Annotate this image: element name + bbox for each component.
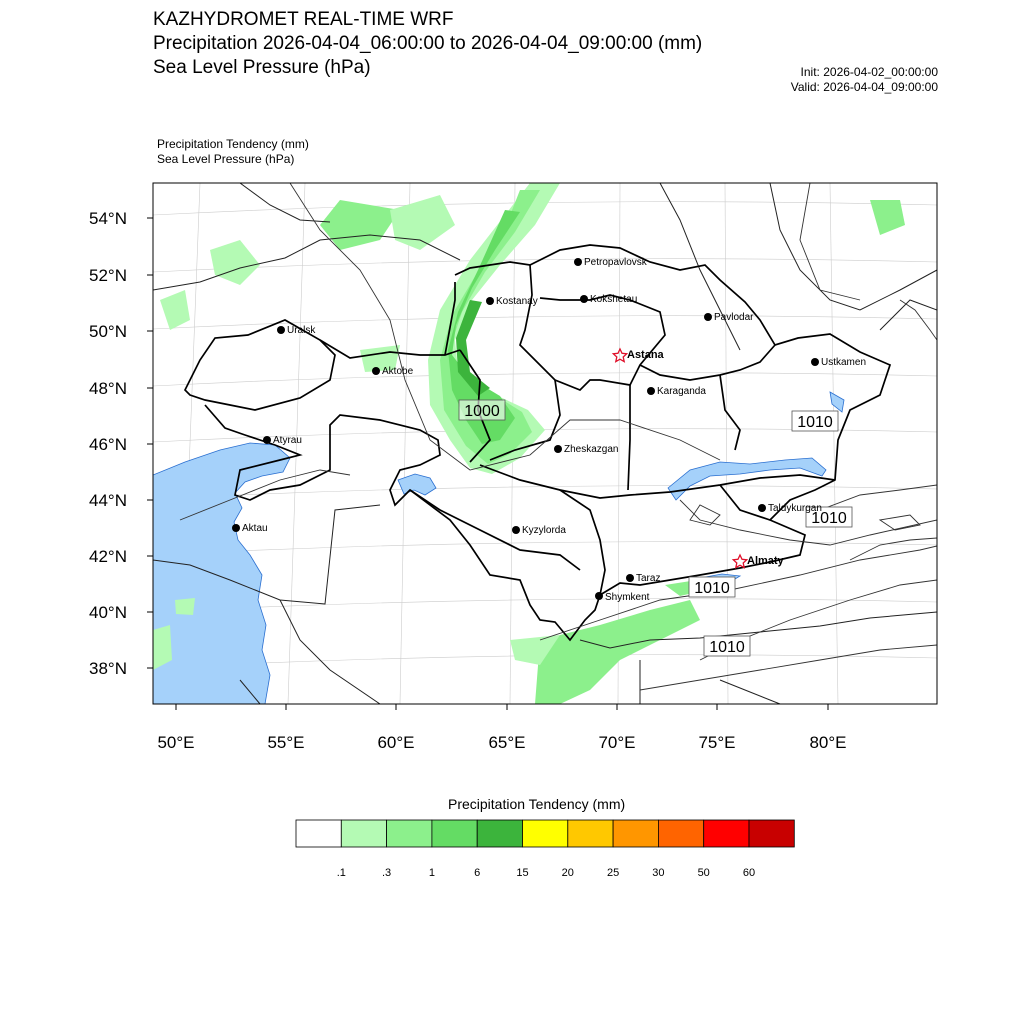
lat-label: 46°N [89, 435, 127, 454]
isobar-label-text: 1010 [797, 414, 833, 431]
colorbar-label: 50 [697, 867, 710, 879]
lat-label: 54°N [89, 209, 127, 228]
colorbar-swatch [341, 820, 386, 847]
isobar-label-text: 1000 [464, 403, 500, 420]
city-label: Aktobe [382, 366, 414, 377]
isobar-label [792, 411, 838, 431]
city-label: Zheskazgan [564, 444, 619, 455]
lat-label: 42°N [89, 547, 127, 566]
city-karaganda [647, 386, 706, 397]
lat-axis-labels [89, 209, 127, 678]
title-line-3: Sea Level Pressure (hPa) [153, 57, 371, 78]
isobar-label [689, 577, 735, 597]
city-ustkamen [811, 357, 866, 368]
lon-label: 80°E [809, 733, 847, 752]
isobar-label [459, 400, 505, 420]
lon-label: 70°E [598, 733, 636, 752]
isobar-label-text: 1010 [694, 580, 730, 597]
colorbar-label: .1 [336, 867, 346, 879]
colorbar-swatch [749, 820, 794, 847]
lat-label: 40°N [89, 603, 127, 622]
city-label: Shymkent [605, 592, 650, 603]
colorbar-swatch [568, 820, 613, 847]
city-dot [512, 526, 520, 534]
lon-label: 60°E [377, 733, 415, 752]
city-taldykurgan [758, 503, 822, 514]
city-petropavlovsk [574, 257, 648, 268]
plot-subtitle-precip: Precipitation Tendency (mm) [157, 137, 309, 151]
plot-subtitle-slp: Sea Level Pressure (hPa) [157, 152, 295, 166]
city-astana [613, 349, 664, 362]
colorbar-label: 20 [561, 867, 574, 879]
isobar-label [704, 636, 750, 656]
city-uralsk [277, 325, 316, 336]
colorbar-label: 15 [516, 867, 529, 879]
caspian-sea [153, 443, 290, 704]
city-label: Pavlodar [714, 312, 754, 323]
lake-balkhash [668, 458, 826, 500]
cities [232, 257, 866, 603]
city-label: Taldykurgan [768, 503, 822, 514]
city-label: Almaty [747, 555, 784, 567]
city-label: Kyzylorda [522, 525, 566, 536]
lon-label: 50°E [157, 733, 195, 752]
city-dot [263, 436, 271, 444]
title-line-2: Precipitation 2026-04-04_06:00:00 to 2026-04-04_09:00:00 (mm) [153, 33, 703, 54]
lon-label: 55°E [267, 733, 305, 752]
isobar-label-text: 1010 [811, 510, 847, 527]
city-label: Aktau [242, 523, 268, 534]
colorbar-swatch [477, 820, 522, 847]
city-label: Atyrau [273, 435, 302, 446]
city-label: Ustkamen [821, 357, 867, 368]
city-dot [704, 313, 712, 321]
city-label: Uralsk [287, 325, 316, 336]
city-dot [554, 445, 562, 453]
lat-label: 50°N [89, 322, 127, 341]
colorbar-swatch [523, 820, 568, 847]
city-label: Taraz [636, 573, 661, 584]
city-pavlodar [704, 312, 754, 323]
city-dot [372, 367, 380, 375]
city-almaty [733, 555, 784, 568]
lon-label: 65°E [488, 733, 526, 752]
map-content [153, 183, 937, 704]
colorbar-title: Precipitation Tendency (mm) [448, 796, 626, 812]
colorbar-swatch [613, 820, 658, 847]
city-label: Astana [627, 349, 664, 361]
lat-label: 44°N [89, 491, 127, 510]
city-dot [574, 258, 582, 266]
colorbar-label: .3 [382, 867, 392, 879]
lake-zaysan [830, 392, 844, 412]
aral-sea [398, 474, 436, 495]
city-dot [580, 295, 588, 303]
city-kyzylorda [512, 525, 566, 536]
colorbar-label: 25 [606, 867, 620, 879]
isobar-label-text: 1010 [709, 639, 745, 656]
colorbar-label: 60 [742, 867, 756, 879]
city-aktau [232, 523, 268, 534]
city-dot [595, 592, 603, 600]
city-dot [486, 297, 494, 305]
colorbar-label: 1 [428, 867, 435, 879]
colorbar-swatch [704, 820, 749, 847]
colorbar [296, 820, 794, 847]
colorbar-swatch [432, 820, 477, 847]
city-dot [811, 358, 819, 366]
city-label: Petropavlovsk [584, 257, 647, 268]
colorbar-label: 6 [474, 867, 481, 879]
city-dot [232, 524, 240, 532]
valid-time: Valid: 2026-04-04_09:00:00 [790, 80, 938, 94]
init-time: Init: 2026-04-02_00:00:00 [800, 65, 938, 79]
capital-star-icon [613, 349, 626, 362]
lat-label: 52°N [89, 266, 127, 285]
city-dot [277, 326, 285, 334]
city-dot [647, 387, 655, 395]
lon-axis-labels [157, 733, 846, 752]
lat-label: 48°N [89, 379, 127, 398]
city-zheskazgan [554, 444, 618, 455]
capital-star-icon [733, 555, 746, 568]
lon-label: 75°E [698, 733, 736, 752]
city-label: Kostanay [496, 296, 538, 307]
colorbar-label: 30 [652, 867, 665, 879]
city-dot [626, 574, 634, 582]
colorbar-swatch [387, 820, 432, 847]
city-taraz [626, 573, 660, 584]
city-label: Karaganda [657, 386, 706, 397]
city-dot [758, 504, 766, 512]
colorbar-swatch [296, 820, 341, 847]
lat-label: 38°N [89, 659, 127, 678]
city-label: Kokshetau [590, 294, 638, 305]
title-line-1: KAZHYDROMET REAL-TIME WRF [153, 9, 454, 30]
city-kostanay [486, 296, 538, 307]
colorbar-swatch [658, 820, 703, 847]
